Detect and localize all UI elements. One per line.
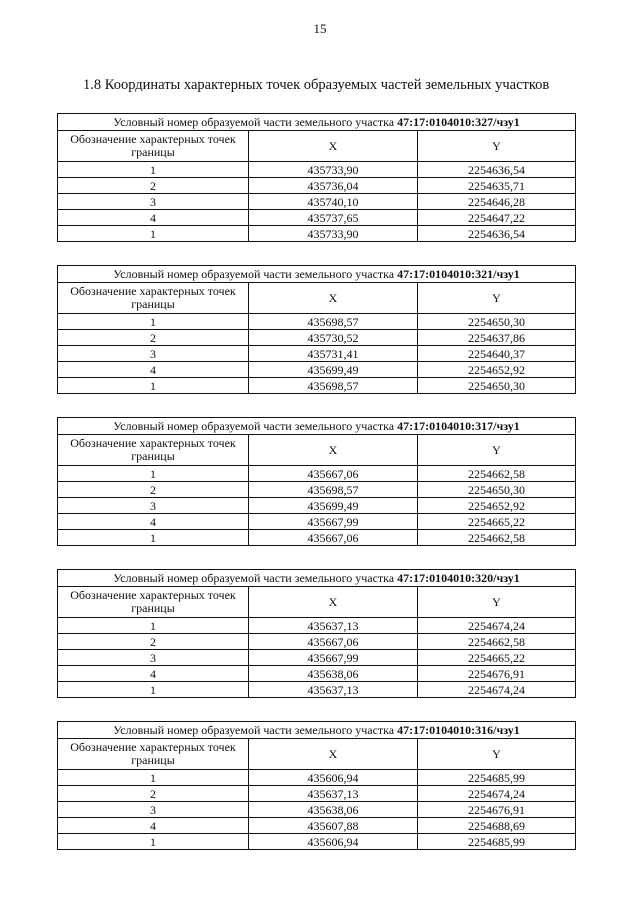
y-cell: 2254652,92	[418, 362, 576, 378]
x-cell: 435699,49	[249, 498, 418, 514]
table-row	[58, 378, 576, 394]
x-cell: 435698,57	[249, 482, 418, 498]
y-cell: 2254676,91	[418, 666, 576, 682]
point-cell: 3	[58, 802, 249, 818]
x-cell: 435606,94	[249, 770, 418, 786]
y-cell: 2254685,99	[418, 770, 576, 786]
table-row	[58, 530, 576, 546]
coordinates-table	[57, 721, 576, 850]
title-prefix: Условный номер образуемой части земельного участка	[113, 115, 395, 129]
x-cell: 435638,06	[249, 802, 418, 818]
header-y: Y	[418, 739, 576, 770]
x-cell: 435698,57	[249, 314, 418, 330]
section-heading: 1.8 Координаты характерных точек образуемых частей земельных участков	[83, 77, 550, 93]
table-row	[58, 466, 576, 482]
table-row	[58, 330, 576, 346]
coordinate-tables	[57, 113, 575, 873]
x-cell: 435733,90	[249, 162, 418, 178]
header-point: Обозначение характерных точек границы	[58, 739, 249, 770]
x-cell: 435637,13	[249, 682, 418, 698]
point-cell: 2	[58, 178, 249, 194]
y-cell: 2254674,24	[418, 682, 576, 698]
cadastral-number: 47:17:0104010:320/чзу1	[397, 571, 520, 585]
table-row	[58, 162, 576, 178]
point-cell: 3	[58, 650, 249, 666]
table-title-row	[58, 114, 576, 131]
y-cell: 2254650,30	[418, 482, 576, 498]
point-cell: 1	[58, 770, 249, 786]
y-cell: 2254674,24	[418, 786, 576, 802]
header-x: X	[249, 435, 418, 466]
x-cell: 435606,94	[249, 834, 418, 850]
y-cell: 2254637,86	[418, 330, 576, 346]
table-header-row	[58, 435, 576, 466]
x-cell: 435730,52	[249, 330, 418, 346]
table-header-row	[58, 131, 576, 162]
y-cell: 2254640,37	[418, 346, 576, 362]
title-prefix: Условный номер образуемой части земельного участка	[113, 267, 395, 281]
table-row	[58, 666, 576, 682]
table-row	[58, 514, 576, 530]
y-cell: 2254650,30	[418, 314, 576, 330]
header-point: Обозначение характерных точек границы	[58, 283, 249, 314]
y-cell: 2254662,58	[418, 634, 576, 650]
table-row	[58, 226, 576, 242]
table-title	[58, 570, 576, 587]
y-cell: 2254662,58	[418, 466, 576, 482]
point-cell: 2	[58, 634, 249, 650]
table-row	[58, 178, 576, 194]
table-row	[58, 682, 576, 698]
point-cell: 3	[58, 346, 249, 362]
y-cell: 2254676,91	[418, 802, 576, 818]
header-x: X	[249, 131, 418, 162]
table-row	[58, 210, 576, 226]
table-title-row	[58, 722, 576, 739]
table-header-row	[58, 739, 576, 770]
x-cell: 435667,06	[249, 634, 418, 650]
point-cell: 4	[58, 666, 249, 682]
y-cell: 2254646,28	[418, 194, 576, 210]
point-cell: 1	[58, 618, 249, 634]
header-point: Обозначение характерных точек границы	[58, 435, 249, 466]
point-cell: 3	[58, 194, 249, 210]
header-x: X	[249, 283, 418, 314]
table-header-row	[58, 587, 576, 618]
x-cell: 435667,06	[249, 530, 418, 546]
x-cell: 435667,06	[249, 466, 418, 482]
table-title-row	[58, 418, 576, 435]
point-cell: 4	[58, 514, 249, 530]
x-cell: 435667,99	[249, 514, 418, 530]
y-cell: 2254665,22	[418, 650, 576, 666]
table-row	[58, 834, 576, 850]
point-cell: 4	[58, 818, 249, 834]
point-cell: 1	[58, 682, 249, 698]
point-cell: 1	[58, 226, 249, 242]
y-cell: 2254652,92	[418, 498, 576, 514]
title-prefix: Условный номер образуемой части земельного участка	[113, 723, 395, 737]
header-y: Y	[418, 435, 576, 466]
x-cell: 435637,13	[249, 618, 418, 634]
point-cell: 2	[58, 330, 249, 346]
header-x: X	[249, 587, 418, 618]
table-title	[58, 418, 576, 435]
table-header-row	[58, 283, 576, 314]
table-row	[58, 362, 576, 378]
header-y: Y	[418, 131, 576, 162]
header-point: Обозначение характерных точек границы	[58, 587, 249, 618]
y-cell: 2254685,99	[418, 834, 576, 850]
y-cell: 2254662,58	[418, 530, 576, 546]
point-cell: 2	[58, 786, 249, 802]
table-title-row	[58, 266, 576, 283]
table-row	[58, 770, 576, 786]
point-cell: 4	[58, 210, 249, 226]
point-cell: 1	[58, 378, 249, 394]
coordinates-table	[57, 113, 576, 242]
table-row	[58, 650, 576, 666]
point-cell: 1	[58, 530, 249, 546]
x-cell: 435737,65	[249, 210, 418, 226]
x-cell: 435736,04	[249, 178, 418, 194]
table-row	[58, 618, 576, 634]
table-row	[58, 482, 576, 498]
point-cell: 4	[58, 362, 249, 378]
table-title	[58, 114, 576, 131]
title-prefix: Условный номер образуемой части земельного участка	[113, 419, 395, 433]
table-row	[58, 314, 576, 330]
header-point: Обозначение характерных точек границы	[58, 131, 249, 162]
table-row	[58, 802, 576, 818]
table-row	[58, 346, 576, 362]
coordinates-table	[57, 265, 576, 394]
table-title-row	[58, 570, 576, 587]
table-row	[58, 194, 576, 210]
table-row	[58, 498, 576, 514]
y-cell: 2254636,54	[418, 226, 576, 242]
title-prefix: Условный номер образуемой части земельного участка	[113, 571, 395, 585]
x-cell: 435607,88	[249, 818, 418, 834]
coordinates-table	[57, 569, 576, 698]
x-cell: 435698,57	[249, 378, 418, 394]
y-cell: 2254650,30	[418, 378, 576, 394]
y-cell: 2254647,22	[418, 210, 576, 226]
y-cell: 2254635,71	[418, 178, 576, 194]
point-cell: 1	[58, 834, 249, 850]
y-cell: 2254674,24	[418, 618, 576, 634]
table-row	[58, 818, 576, 834]
x-cell: 435699,49	[249, 362, 418, 378]
table-row	[58, 634, 576, 650]
x-cell: 435740,10	[249, 194, 418, 210]
point-cell: 2	[58, 482, 249, 498]
x-cell: 435637,13	[249, 786, 418, 802]
cadastral-number: 47:17:0104010:321/чзу1	[397, 267, 520, 281]
y-cell: 2254636,54	[418, 162, 576, 178]
page-number: 15	[313, 21, 327, 36]
header-y: Y	[418, 587, 576, 618]
y-cell: 2254688,69	[418, 818, 576, 834]
cadastral-number: 47:17:0104010:327/чзу1	[397, 115, 520, 129]
table-row	[58, 786, 576, 802]
header-y: Y	[418, 283, 576, 314]
y-cell: 2254665,22	[418, 514, 576, 530]
cadastral-number: 47:17:0104010:317/чзу1	[397, 419, 520, 433]
x-cell: 435733,90	[249, 226, 418, 242]
coordinates-table	[57, 417, 576, 546]
table-title	[58, 266, 576, 283]
table-title	[58, 722, 576, 739]
x-cell: 435731,41	[249, 346, 418, 362]
point-cell: 1	[58, 466, 249, 482]
point-cell: 1	[58, 162, 249, 178]
header-x: X	[249, 739, 418, 770]
point-cell: 3	[58, 498, 249, 514]
x-cell: 435638,06	[249, 666, 418, 682]
cadastral-number: 47:17:0104010:316/чзу1	[397, 723, 520, 737]
x-cell: 435667,99	[249, 650, 418, 666]
point-cell: 1	[58, 314, 249, 330]
